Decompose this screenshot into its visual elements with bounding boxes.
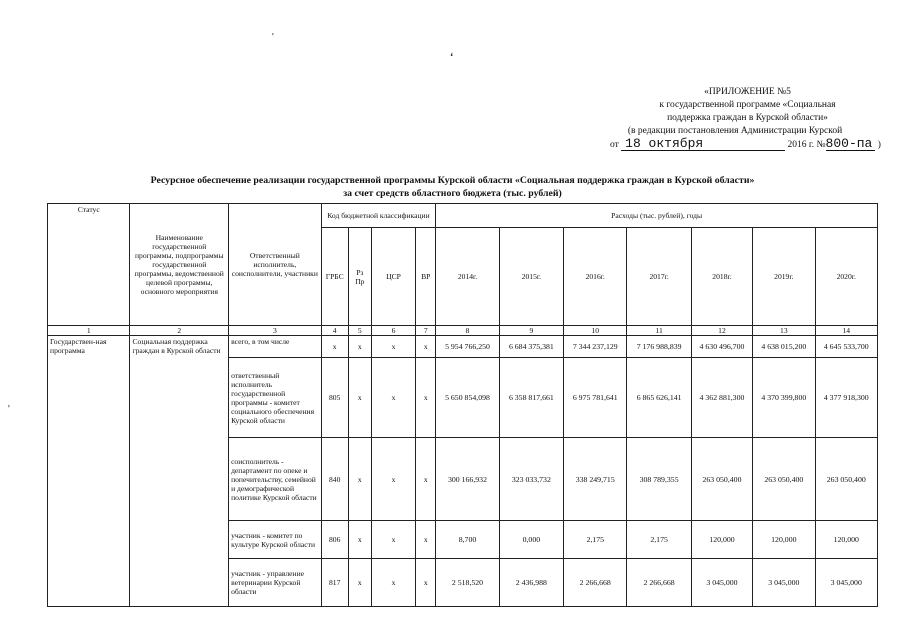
vr-cell: x [416, 521, 436, 559]
appendix-line: поддержка граждан в Курской области» [667, 113, 828, 123]
csr-cell: x [371, 559, 415, 607]
amount-cell: 6 865 626,141 [627, 358, 691, 438]
executor-cell: участник - комитет по культуре Курской области [229, 521, 322, 559]
grbs-cell: 840 [321, 438, 348, 521]
column-number: 10 [564, 326, 627, 336]
column-number: 6 [371, 326, 415, 336]
header-grbs: ГРБС [321, 228, 348, 326]
executor-cell: всего, в том числе [229, 336, 322, 358]
amount-cell: 4 362 881,300 [691, 358, 752, 438]
header-year: 2019г. [753, 228, 815, 326]
header-code-group: Код бюджетной классификации [321, 204, 436, 228]
amount-cell: 300 166,932 [436, 438, 499, 521]
column-number: 5 [348, 326, 371, 336]
header-status: Статус [48, 204, 130, 326]
status-cell: Государствен-ная программа [48, 336, 130, 607]
rzpr-cell: x [348, 438, 371, 521]
amount-cell: 4 630 496,700 [691, 336, 752, 358]
header-year: 2016г. [564, 228, 627, 326]
column-number: 8 [436, 326, 499, 336]
scan-dot: ' [272, 32, 274, 43]
appendix-line: (в редакции постановления Администрации Курской [627, 126, 843, 136]
scan-dot: ' [8, 404, 10, 415]
amount-cell: 7 344 237,129 [564, 336, 627, 358]
executor-cell: соисполнитель - департамент по опеке и попечительству, семейной и демографической политике Курской области [229, 438, 322, 521]
appendix-line: «ПРИЛОЖЕНИЕ №5 [704, 87, 791, 97]
amount-cell: 0,000 [499, 521, 563, 559]
handwritten-date: 18 октября [621, 138, 785, 151]
program-name-cell: Социальная поддержка граждан в Курской области [130, 336, 229, 607]
closing-paren: ) [877, 140, 881, 150]
amount-cell: 2 266,668 [564, 559, 627, 607]
column-number: 9 [499, 326, 563, 336]
column-number: 7 [416, 326, 436, 336]
amount-cell: 2 518,520 [436, 559, 499, 607]
header-year: 2020г. [815, 228, 877, 326]
grbs-cell: 805 [321, 358, 348, 438]
date-prefix: от [610, 140, 619, 150]
amount-cell: 338 249,715 [564, 438, 627, 521]
vr-cell: x [416, 559, 436, 607]
resource-table [47, 203, 878, 607]
amount-cell: 120,000 [753, 521, 815, 559]
table-row [48, 336, 878, 358]
amount-cell: 4 370 399,800 [753, 358, 815, 438]
column-number: 2 [130, 326, 229, 336]
amount-cell: 6 684 375,381 [499, 336, 563, 358]
column-number: 13 [753, 326, 815, 336]
executor-cell: ответственный исполнитель государственной программы - комитет социального обеспечения Курской области [229, 358, 322, 438]
amount-cell: 7 176 988,839 [627, 336, 691, 358]
amount-cell: 3 045,000 [691, 559, 752, 607]
vr-cell: x [416, 438, 436, 521]
header-year: 2014г. [436, 228, 499, 326]
column-number: 11 [627, 326, 691, 336]
header-name: Наименование государственной программы, подпрограммы государственной программы, ведомственной целевой программы, основного мероприятия [130, 204, 229, 326]
column-number: 1 [48, 326, 130, 336]
amount-cell: 308 789,355 [627, 438, 691, 521]
amount-cell: 120,000 [815, 521, 877, 559]
amount-cell: 263 050,400 [753, 438, 815, 521]
amount-cell: 6 975 781,641 [564, 358, 627, 438]
amount-cell: 263 050,400 [691, 438, 752, 521]
column-number: 4 [321, 326, 348, 336]
column-number: 3 [229, 326, 322, 336]
amount-cell: 120,000 [691, 521, 752, 559]
grbs-cell: x [321, 336, 348, 358]
csr-cell: x [371, 521, 415, 559]
vr-cell: x [416, 336, 436, 358]
amount-cell: 5 650 854,098 [436, 358, 499, 438]
appendix-header [600, 86, 895, 152]
title-line-2: за счет средств областного бюджета (тыс. рублей) [343, 188, 562, 199]
amount-cell: 4 645 533,700 [815, 336, 877, 358]
amount-cell: 323 033,732 [499, 438, 563, 521]
decree-number: 800-па [826, 138, 876, 151]
header-vr: ВР [416, 228, 436, 326]
amount-cell: 2,175 [564, 521, 627, 559]
header-expenses: Расходы (тыс. рублей), годы [436, 204, 878, 228]
executor-cell: участник - управление ветеринарии Курской области [229, 559, 322, 607]
title-line-1: Ресурсное обеспечение реализации государственной программы Курской области «Социальная поддержка граждан в Курской области» [150, 175, 755, 186]
grbs-cell: 806 [321, 521, 348, 559]
amount-cell: 3 045,000 [815, 559, 877, 607]
column-number: 14 [815, 326, 877, 336]
header-year: 2017г. [627, 228, 691, 326]
column-number: 12 [691, 326, 752, 336]
year-label: 2016 г. № [787, 140, 826, 150]
header-rzpr: Рз Пр [348, 228, 371, 326]
vr-cell: x [416, 358, 436, 438]
appendix-line: к государственной программе «Социальная [659, 100, 836, 110]
document-title [0, 174, 905, 200]
header-year: 2015г. [499, 228, 563, 326]
rzpr-cell: x [348, 559, 371, 607]
csr-cell: x [371, 336, 415, 358]
amount-cell: 5 954 766,250 [436, 336, 499, 358]
amount-cell: 8,700 [436, 521, 499, 559]
amount-cell: 3 045,000 [753, 559, 815, 607]
csr-cell: x [371, 438, 415, 521]
amount-cell: 6 358 817,661 [499, 358, 563, 438]
header-executor: Ответственный исполнитель, соисполнители, участники [229, 204, 322, 326]
rzpr-cell: x [348, 358, 371, 438]
rzpr-cell: x [348, 336, 371, 358]
scan-mark: ‘ [450, 52, 454, 63]
grbs-cell: 817 [321, 559, 348, 607]
header-year: 2018г. [691, 228, 752, 326]
amount-cell: 2 266,668 [627, 559, 691, 607]
appendix-date-line [610, 138, 895, 152]
amount-cell: 2 436,988 [499, 559, 563, 607]
amount-cell: 4 377 918,300 [815, 358, 877, 438]
amount-cell: 2,175 [627, 521, 691, 559]
amount-cell: 4 638 015,200 [753, 336, 815, 358]
rzpr-cell: x [348, 521, 371, 559]
amount-cell: 263 050,400 [815, 438, 877, 521]
header-csr: ЦСР [371, 228, 415, 326]
csr-cell: x [371, 358, 415, 438]
